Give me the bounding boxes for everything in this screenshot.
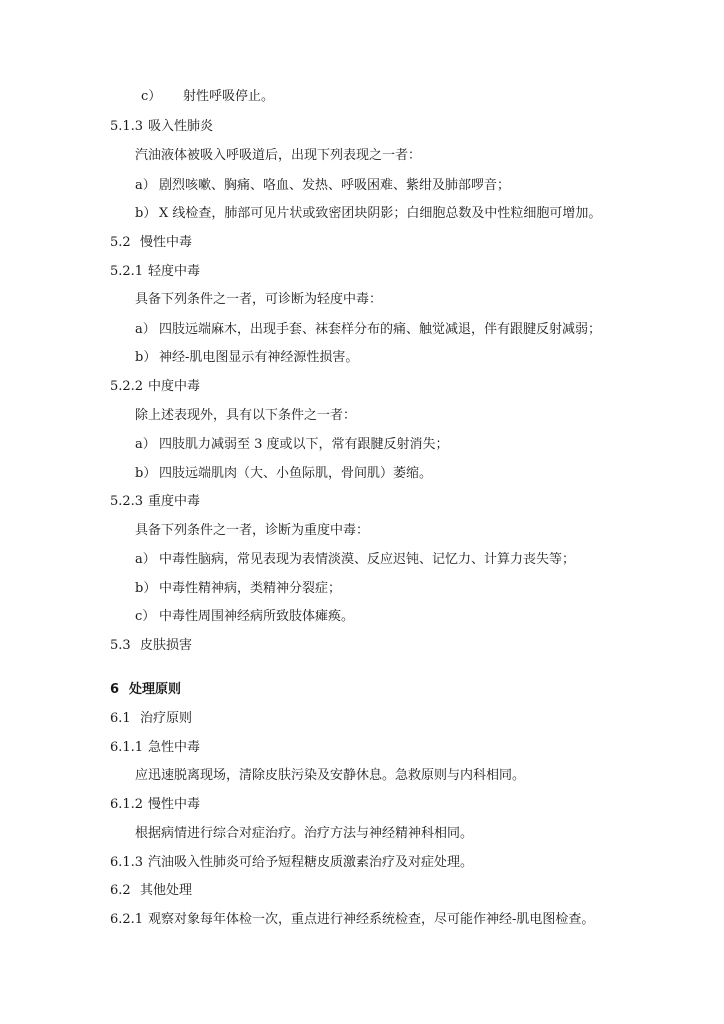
list-item xyxy=(135,581,341,597)
list-text: X 线检查，肺部可见片状或致密团块阴影；白细胞总数及中性粒细胞可增加。 xyxy=(159,206,602,221)
list-marker: a） xyxy=(135,178,156,193)
list-marker: c） xyxy=(135,609,156,624)
section-number: 5.2.3 xyxy=(110,494,144,509)
paragraph-text: 具备下列条件之一者，可诊断为轻度中毒： xyxy=(135,292,383,307)
paragraph-text: 根据病情进行综合对症治疗。治疗方法与神经精神科相同。 xyxy=(135,826,474,841)
section-title: 其他处理 xyxy=(140,883,193,898)
section-heading xyxy=(110,711,192,727)
section-number: 6.1.1 xyxy=(110,740,144,755)
section-number: 5.2.1 xyxy=(110,264,144,279)
chapter-title: 处理原则 xyxy=(129,682,182,697)
paragraph xyxy=(135,148,421,164)
section-heading xyxy=(110,797,200,813)
list-text: 中毒性精神病，类精神分裂症； xyxy=(159,581,342,596)
section-heading xyxy=(110,883,192,899)
section-heading xyxy=(110,379,200,395)
list-text: 神经-肌电图显示有神经源性损害。 xyxy=(159,350,359,365)
list-marker: b） xyxy=(135,206,157,221)
section-number: 5.3 xyxy=(110,638,131,653)
list-text: 四肢远端麻木，出现手套、袜套样分布的痛、触觉减退，伴有跟腱反射减弱； xyxy=(159,322,602,337)
list-text: 四肢远端肌肉（大、小鱼际肌，骨间肌）萎缩。 xyxy=(159,466,433,481)
section-heading xyxy=(110,264,200,280)
paragraph xyxy=(135,408,356,424)
section-number: 6.1 xyxy=(110,711,131,726)
paragraph xyxy=(135,523,369,539)
list-item xyxy=(141,89,274,105)
paragraph-text: 应迅速脱离现场，清除皮肤污染及安静休息。急救原则与内科相同。 xyxy=(135,768,526,783)
list-text: 四肢肌力减弱至 3 度或以下，常有跟腱反射消失； xyxy=(159,437,449,452)
section-title: 重度中毒 xyxy=(148,494,201,509)
section-heading xyxy=(110,494,200,510)
section-number: 6.1.3 xyxy=(110,855,144,870)
section-heading xyxy=(110,912,594,928)
list-marker: b） xyxy=(135,466,157,481)
paragraph-text: 具备下列条件之一者，诊断为重度中毒： xyxy=(135,523,370,538)
list-item xyxy=(135,206,601,222)
list-text: 中毒性脑病，常见表现为表情淡漠、反应迟钝、记忆力、计算力丧失等； xyxy=(159,552,576,567)
chapter-heading xyxy=(110,682,181,698)
section-title: 汽油吸入性肺炎可给予短程糖皮质激素治疗及对症处理。 xyxy=(148,855,474,870)
list-item xyxy=(135,350,358,366)
section-number: 6.1.2 xyxy=(110,797,144,812)
section-title: 轻度中毒 xyxy=(148,264,201,279)
list-text: 剧烈咳嗽、胸痛、咯血、发热、呼吸困难、紫绀及肺部啰音； xyxy=(159,178,511,193)
section-title: 慢性中毒 xyxy=(140,235,193,250)
list-item xyxy=(135,466,432,482)
section-title: 慢性中毒 xyxy=(148,797,201,812)
list-marker: b） xyxy=(135,350,157,365)
section-heading xyxy=(110,119,213,135)
section-title: 治疗原则 xyxy=(140,711,193,726)
list-marker: b） xyxy=(135,581,157,596)
chapter-number: 6 xyxy=(110,682,120,697)
list-item xyxy=(135,609,354,625)
list-text: 中毒性周围神经病所致肢体瘫痪。 xyxy=(159,609,355,624)
list-marker: c） xyxy=(141,89,162,104)
paragraph xyxy=(135,768,525,784)
list-marker: a） xyxy=(135,437,156,452)
section-number: 6.2 xyxy=(110,883,131,898)
section-number: 5.2 xyxy=(110,235,131,250)
section-title: 吸入性肺炎 xyxy=(148,119,214,134)
section-title: 中度中毒 xyxy=(148,379,201,394)
list-item xyxy=(135,322,601,338)
paragraph-text: 除上述表现外，具有以下条件之一者： xyxy=(135,408,357,423)
section-number: 6.2.1 xyxy=(110,912,144,927)
list-marker: a） xyxy=(135,322,156,337)
section-title: 急性中毒 xyxy=(148,740,201,755)
section-heading xyxy=(110,855,473,871)
list-marker: a） xyxy=(135,552,156,567)
section-number: 5.2.2 xyxy=(110,379,144,394)
paragraph-text: 汽油液体被吸入呼吸道后，出现下列表现之一者： xyxy=(135,148,422,163)
section-title: 观察对象每年体检一次，重点进行神经系统检查，尽可能作神经-肌电图检查。 xyxy=(148,912,595,927)
list-item xyxy=(135,437,449,453)
paragraph xyxy=(135,292,382,308)
list-text: 射性呼吸停止。 xyxy=(183,89,275,104)
list-item xyxy=(135,552,575,568)
section-title: 皮肤损害 xyxy=(140,638,193,653)
section-heading xyxy=(110,235,192,251)
section-heading xyxy=(110,638,192,654)
list-item xyxy=(135,178,510,194)
paragraph xyxy=(135,826,473,842)
section-heading xyxy=(110,740,200,756)
section-number: 5.1.3 xyxy=(110,119,144,134)
